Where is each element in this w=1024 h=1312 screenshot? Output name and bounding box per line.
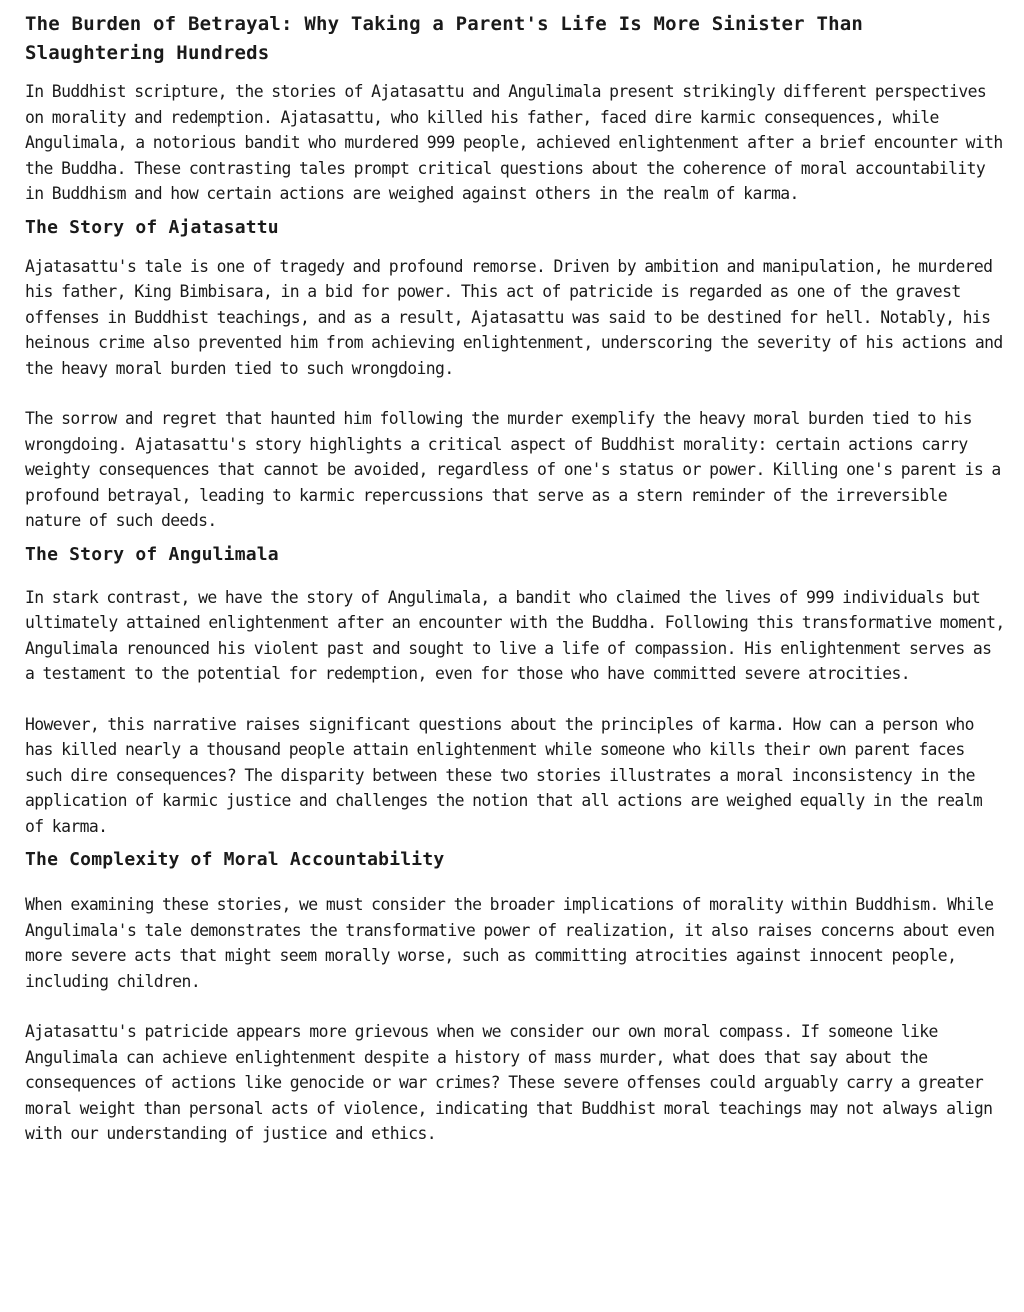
article-title: The Burden of Betrayal: Why Taking a Parent's Life Is More Sinister Than Slaughtering Hundreds [25, 13, 864, 64]
ajatasattu-paragraph-1: Ajatasattu's tale is one of tragedy and profound remorse. Driven by ambition and manipulation, he murdered his father, King Bimbisara, in a bid for power. This act of patricide is regarded as one of the gravest offenses in Buddhist teachings, and as a result, Ajatasattu was said to be destined for hell. Notably, his heinous crime also prevented him from achieving enlightenment, underscoring the severity of his actions and the heavy moral burden tied to such wrongdoing. [25, 256, 1003, 378]
section-heading-complexity: The Complexity of Moral Accountability [25, 849, 445, 870]
angulimala-paragraph-2: However, this narrative raises significant questions about the principles of karma. How can a person who has killed nearly a thousand people attain enlightenment while someone who kills their own parent faces such dire consequences? The disparity between these two stories illustrates a moral inconsistency in the application of karmic justice and challenges the notion that all actions are weighed equally in the realm of karma. [25, 714, 983, 836]
article [25, 10, 1005, 1147]
intro-paragraph: In Buddhist scripture, the stories of Ajatasattu and Angulimala present strikingly different perspectives on morality and redemption. Ajatasattu, who killed his father, faced dire karmic consequences, while Angulimala, a notorious bandit who murdered 999 people, achieved enlightenment after a brief encounter with the Buddha. These contrasting tales prompt critical questions about the coherence of moral accountability in Buddhism and how certain actions are weighed against others in the realm of karma. [25, 82, 1003, 203]
section-heading-ajatasattu: The Story of Ajatasattu [25, 216, 279, 238]
angulimala-paragraph-1: In stark contrast, we have the story of Angulimala, a bandit who claimed the lives of 999 individuals but ultimately attained enlightenment after an encounter with the Buddha. Following this transformative moment, Angulimala renounced his violent past and sought to live a life of compassion. His enlightenment serves as a testament to the potential for redemption, even for those who have committed severe atrocities. [25, 587, 1005, 683]
ajatasattu-paragraph-2: The sorrow and regret that haunted him following the murder exemplify the heavy moral burden tied to his wrongdoing. Ajatasattu's story highlights a critical aspect of Buddhist morality: certain actions carry weighty consequences that cannot be avoided, regardless of one's status or power. Killing one's parent is a profound betrayal, leading to karmic repercussions that serve as a stern reminder of the irreversible nature of such deeds. [25, 409, 1001, 530]
complexity-paragraph-2: Ajatasattu's patricide appears more grievous when we consider our own moral compass. If someone like Angulimala can achieve enlightenment despite a history of mass murder, what does that say about the consequences of actions like genocide or war crimes? These severe offenses could arguably carry a greater moral weight than personal acts of violence, indicating that Buddhist moral teachings may not always align with our understanding of justice and ethics. [25, 1022, 993, 1143]
complexity-paragraph-1: When examining these stories, we must consider the broader implications of morality within Buddhism. While Angulimala's tale demonstrates the transformative power of realization, it also raises concerns about even more severe acts that might seem morally worse, such as committing atrocities against innocent people, including children. [25, 895, 995, 991]
section-heading-angulimala: The Story of Angulimala [25, 543, 279, 565]
